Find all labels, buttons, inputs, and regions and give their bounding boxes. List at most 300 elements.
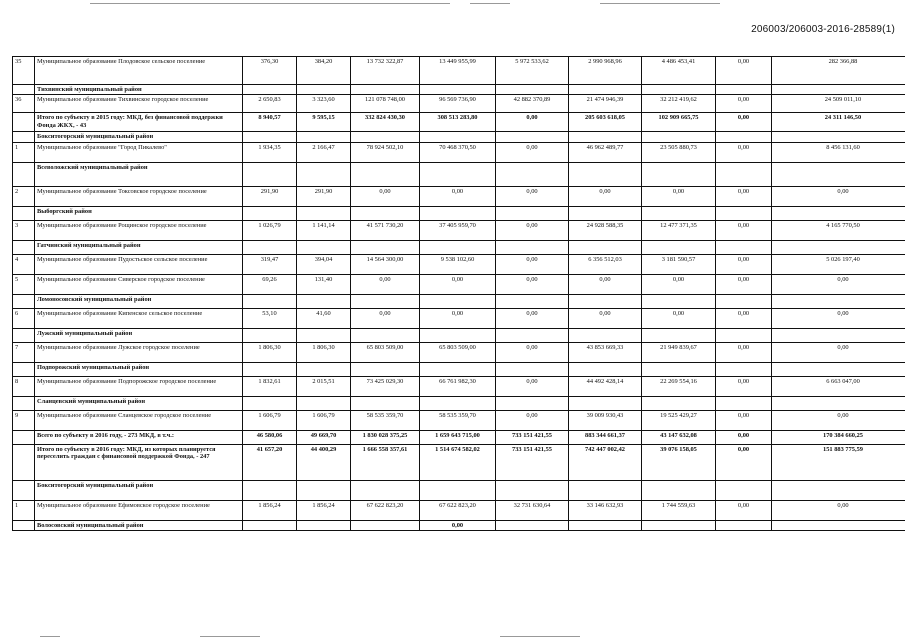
- value-cell: 66 761 982,30: [420, 376, 496, 396]
- value-cell: [569, 162, 642, 186]
- table-row: [13, 220, 905, 240]
- value-cell: [772, 396, 905, 410]
- district-name-cell: Сланцевский муниципальный район: [35, 396, 243, 410]
- value-cell: [496, 362, 569, 376]
- value-cell: [569, 480, 642, 500]
- value-cell: 1 666 558 357,61: [351, 444, 420, 480]
- value-cell: 6 663 047,00: [772, 376, 905, 396]
- municipality-name-cell: Муниципальное образование Подпорожское городское поселение: [35, 376, 243, 396]
- row-number-cell: [13, 240, 35, 254]
- total-row: [13, 113, 905, 132]
- municipality-name-cell: Муниципальное образование Кипенское сельское поселение: [35, 308, 243, 328]
- scan-edge-bottom-1: [40, 636, 60, 637]
- value-cell: 1 806,30: [297, 342, 351, 362]
- municipality-name-cell: Муниципальное образование Рощинское городское поселение: [35, 220, 243, 240]
- district-header-row: [13, 480, 905, 500]
- table-row: [13, 142, 905, 162]
- value-cell: 0,00: [496, 142, 569, 162]
- value-cell: 9 538 102,60: [420, 254, 496, 274]
- district-name-cell: Гатчинский муниципальный район: [35, 240, 243, 254]
- value-cell: 5 972 533,62: [496, 57, 569, 85]
- value-cell: [351, 328, 420, 342]
- value-cell: 33 146 632,93: [569, 500, 642, 520]
- row-number-cell: [13, 162, 35, 186]
- value-cell: [642, 362, 716, 376]
- row-number-cell: 1: [13, 500, 35, 520]
- value-cell: 70 468 370,50: [420, 142, 496, 162]
- value-cell: 49 669,70: [297, 430, 351, 444]
- value-cell: 0,00: [716, 220, 772, 240]
- value-cell: 39 076 158,05: [642, 444, 716, 480]
- value-cell: 308 513 283,80: [420, 113, 496, 132]
- value-cell: 0,00: [642, 274, 716, 294]
- value-cell: [297, 362, 351, 376]
- value-cell: [420, 162, 496, 186]
- value-cell: 0,00: [351, 186, 420, 206]
- value-cell: 8 456 131,60: [772, 142, 905, 162]
- value-cell: 170 384 660,25: [772, 430, 905, 444]
- municipality-name-cell: Муниципальное образование Пудостьское сельское поселение: [35, 254, 243, 274]
- row-number-cell: 7: [13, 342, 35, 362]
- value-cell: [420, 294, 496, 308]
- value-cell: 742 447 002,42: [569, 444, 642, 480]
- value-cell: 44 400,29: [297, 444, 351, 480]
- value-cell: 78 924 502,10: [351, 142, 420, 162]
- value-cell: [243, 240, 297, 254]
- scan-edge-top-3: [600, 3, 720, 4]
- municipality-name-cell: Итого по субъекту в 2015 году: МКД, без финансовой поддержки Фонда ЖКХ, - 43: [35, 113, 243, 132]
- value-cell: 733 151 421,55: [496, 444, 569, 480]
- value-cell: 1 744 559,63: [642, 500, 716, 520]
- row-number-cell: [13, 328, 35, 342]
- value-cell: 8 940,57: [243, 113, 297, 132]
- value-cell: [297, 328, 351, 342]
- value-cell: [569, 396, 642, 410]
- value-cell: [642, 520, 716, 530]
- row-number-cell: [13, 206, 35, 220]
- value-cell: 121 078 748,00: [351, 95, 420, 113]
- municipality-name-cell: Муниципальное образование Токсовское городское поселение: [35, 186, 243, 206]
- row-number-cell: 9: [13, 410, 35, 430]
- total-row: [13, 444, 905, 480]
- district-header-row: [13, 396, 905, 410]
- municipality-name-cell: Муниципальное образование "Город Пикалево": [35, 142, 243, 162]
- value-cell: [772, 132, 905, 142]
- value-cell: 32 212 419,62: [642, 95, 716, 113]
- value-cell: [716, 520, 772, 530]
- value-cell: [642, 162, 716, 186]
- value-cell: 73 425 029,30: [351, 376, 420, 396]
- value-cell: [243, 206, 297, 220]
- value-cell: [642, 480, 716, 500]
- value-cell: 0,00: [642, 186, 716, 206]
- value-cell: 0,00: [496, 410, 569, 430]
- value-cell: [420, 132, 496, 142]
- value-cell: [420, 396, 496, 410]
- value-cell: 0,00: [772, 410, 905, 430]
- value-cell: 319,47: [243, 254, 297, 274]
- district-header-row: [13, 132, 905, 142]
- value-cell: 0,00: [716, 444, 772, 480]
- table-row: [13, 342, 905, 362]
- district-name-cell: Тихвинский муниципальный район: [35, 85, 243, 95]
- value-cell: [297, 396, 351, 410]
- value-cell: 65 803 509,00: [351, 342, 420, 362]
- value-cell: 12 477 371,35: [642, 220, 716, 240]
- value-cell: 22 269 554,16: [642, 376, 716, 396]
- municipality-name-cell: Муниципальное образование Тихвинское городское поселение: [35, 95, 243, 113]
- value-cell: [716, 328, 772, 342]
- municipality-name-cell: Муниципальное образование Сланцевское городское поселение: [35, 410, 243, 430]
- municipality-name-cell: Муниципальное образование Лужское городское поселение: [35, 342, 243, 362]
- value-cell: 0,00: [716, 430, 772, 444]
- value-cell: 69,26: [243, 274, 297, 294]
- row-number-cell: 1: [13, 142, 35, 162]
- value-cell: 376,30: [243, 57, 297, 85]
- value-cell: 0,00: [716, 410, 772, 430]
- value-cell: 0,00: [496, 254, 569, 274]
- row-number-cell: [13, 85, 35, 95]
- value-cell: [569, 206, 642, 220]
- value-cell: [297, 520, 351, 530]
- value-cell: 0,00: [716, 95, 772, 113]
- value-cell: [496, 240, 569, 254]
- value-cell: [351, 85, 420, 95]
- value-cell: 131,40: [297, 274, 351, 294]
- value-cell: [772, 85, 905, 95]
- value-cell: 3 323,60: [297, 95, 351, 113]
- value-cell: [716, 362, 772, 376]
- value-cell: [642, 240, 716, 254]
- value-cell: 1 026,79: [243, 220, 297, 240]
- value-cell: [496, 396, 569, 410]
- value-cell: [243, 162, 297, 186]
- value-cell: 0,00: [420, 520, 496, 530]
- value-cell: [496, 85, 569, 95]
- value-cell: 41 571 730,20: [351, 220, 420, 240]
- value-cell: 0,00: [569, 186, 642, 206]
- value-cell: 13 449 955,99: [420, 57, 496, 85]
- value-cell: 1 806,30: [243, 342, 297, 362]
- value-cell: 282 366,88: [772, 57, 905, 85]
- district-header-row: [13, 206, 905, 220]
- value-cell: 0,00: [716, 142, 772, 162]
- housing-program-table: [12, 56, 905, 531]
- municipality-name-cell: Муниципальное образование Ефимовское городское поселение: [35, 500, 243, 520]
- value-cell: 1 514 674 582,02: [420, 444, 496, 480]
- row-number-cell: [13, 396, 35, 410]
- value-cell: [297, 162, 351, 186]
- value-cell: 42 882 370,89: [496, 95, 569, 113]
- value-cell: 0,00: [496, 113, 569, 132]
- row-number-cell: 8: [13, 376, 35, 396]
- value-cell: 733 151 421,55: [496, 430, 569, 444]
- value-cell: 9 595,15: [297, 113, 351, 132]
- value-cell: 1 856,24: [243, 500, 297, 520]
- value-cell: 1 659 643 715,00: [420, 430, 496, 444]
- value-cell: 0,00: [496, 220, 569, 240]
- value-cell: 44 492 428,14: [569, 376, 642, 396]
- table-row: [13, 274, 905, 294]
- row-number-cell: [13, 362, 35, 376]
- value-cell: 0,00: [496, 274, 569, 294]
- value-cell: 32 731 630,64: [496, 500, 569, 520]
- value-cell: 2 166,47: [297, 142, 351, 162]
- value-cell: [297, 206, 351, 220]
- scan-edge-bottom-2: [200, 636, 260, 637]
- value-cell: [297, 480, 351, 500]
- value-cell: [496, 162, 569, 186]
- value-cell: 1 606,79: [243, 410, 297, 430]
- value-cell: 14 564 300,00: [351, 254, 420, 274]
- value-cell: 0,00: [496, 342, 569, 362]
- value-cell: 67 622 823,20: [351, 500, 420, 520]
- district-name-cell: Бокситогорский муниципальный район: [35, 132, 243, 142]
- value-cell: [716, 480, 772, 500]
- value-cell: [243, 520, 297, 530]
- municipality-name-cell: Всего по субъекту в 2016 году, - 273 МКД, в т.ч.:: [35, 430, 243, 444]
- district-header-row: [13, 240, 905, 254]
- table-row: [13, 95, 905, 113]
- value-cell: 1 141,14: [297, 220, 351, 240]
- row-number-cell: [13, 520, 35, 530]
- district-header-row: [13, 162, 905, 186]
- value-cell: 65 803 509,00: [420, 342, 496, 362]
- value-cell: [569, 362, 642, 376]
- value-cell: [420, 480, 496, 500]
- value-cell: 0,00: [716, 274, 772, 294]
- scan-edge-top-2: [470, 3, 510, 4]
- value-cell: 0,00: [569, 274, 642, 294]
- row-number-cell: 2: [13, 186, 35, 206]
- row-number-cell: [13, 480, 35, 500]
- row-number-cell: [13, 444, 35, 480]
- value-cell: [243, 396, 297, 410]
- value-cell: [420, 85, 496, 95]
- district-header-row: [13, 328, 905, 342]
- value-cell: 384,20: [297, 57, 351, 85]
- table-row: [13, 410, 905, 430]
- value-cell: 2 015,51: [297, 376, 351, 396]
- value-cell: 13 732 322,87: [351, 57, 420, 85]
- value-cell: 0,00: [351, 274, 420, 294]
- value-cell: [772, 520, 905, 530]
- total-row: [13, 430, 905, 444]
- value-cell: [351, 294, 420, 308]
- value-cell: 4 486 453,41: [642, 57, 716, 85]
- value-cell: [297, 294, 351, 308]
- value-cell: 0,00: [716, 254, 772, 274]
- value-cell: 332 824 430,30: [351, 113, 420, 132]
- row-number-cell: [13, 113, 35, 132]
- value-cell: 46 962 489,77: [569, 142, 642, 162]
- value-cell: [642, 206, 716, 220]
- district-name-cell: Подпорожский муниципальный район: [35, 362, 243, 376]
- value-cell: [243, 328, 297, 342]
- value-cell: [496, 132, 569, 142]
- value-cell: [496, 328, 569, 342]
- value-cell: 0,00: [496, 308, 569, 328]
- value-cell: 1 934,35: [243, 142, 297, 162]
- value-cell: 0,00: [496, 186, 569, 206]
- value-cell: 67 622 823,20: [420, 500, 496, 520]
- table-row: [13, 57, 905, 85]
- district-name-cell: Волосовский муниципальный район: [35, 520, 243, 530]
- value-cell: [569, 328, 642, 342]
- value-cell: [716, 85, 772, 95]
- value-cell: [243, 132, 297, 142]
- value-cell: [642, 328, 716, 342]
- value-cell: [716, 396, 772, 410]
- value-cell: [772, 294, 905, 308]
- value-cell: 1 832,61: [243, 376, 297, 396]
- municipality-name-cell: Итого по субъекту в 2016 году: МКД, из которых планируется переселить граждан с финансовой поддержкой Фонда, - 247: [35, 444, 243, 480]
- value-cell: 0,00: [716, 308, 772, 328]
- value-cell: [772, 162, 905, 186]
- value-cell: 0,00: [716, 113, 772, 132]
- table-row: [13, 376, 905, 396]
- value-cell: 1 606,79: [297, 410, 351, 430]
- value-cell: [243, 480, 297, 500]
- scan-edge-bottom-3: [500, 636, 580, 637]
- value-cell: [716, 294, 772, 308]
- value-cell: [496, 206, 569, 220]
- value-cell: 41,60: [297, 308, 351, 328]
- value-cell: 151 883 775,59: [772, 444, 905, 480]
- value-cell: 24 928 588,35: [569, 220, 642, 240]
- table-row: [13, 500, 905, 520]
- value-cell: 205 603 618,05: [569, 113, 642, 132]
- value-cell: 43 853 669,33: [569, 342, 642, 362]
- district-header-row: [13, 520, 905, 530]
- value-cell: 19 525 429,27: [642, 410, 716, 430]
- row-number-cell: 4: [13, 254, 35, 274]
- value-cell: 2 650,83: [243, 95, 297, 113]
- value-cell: 0,00: [716, 57, 772, 85]
- value-cell: 291,90: [243, 186, 297, 206]
- value-cell: 5 026 197,40: [772, 254, 905, 274]
- value-cell: [297, 85, 351, 95]
- value-cell: 0,00: [420, 186, 496, 206]
- value-cell: 3 181 590,57: [642, 254, 716, 274]
- value-cell: 291,90: [297, 186, 351, 206]
- district-header-row: [13, 85, 905, 95]
- value-cell: [772, 480, 905, 500]
- value-cell: 21 949 839,67: [642, 342, 716, 362]
- value-cell: [569, 240, 642, 254]
- value-cell: 41 657,20: [243, 444, 297, 480]
- value-cell: 0,00: [772, 342, 905, 362]
- municipality-name-cell: Муниципальное образование Сиверское городское поселение: [35, 274, 243, 294]
- value-cell: [420, 240, 496, 254]
- value-cell: 0,00: [716, 376, 772, 396]
- value-cell: 1 856,24: [297, 500, 351, 520]
- district-name-cell: Выборгский район: [35, 206, 243, 220]
- value-cell: 1 830 028 375,25: [351, 430, 420, 444]
- document-id: 206003/206003-2016-28589(1): [751, 24, 895, 35]
- table-row: [13, 308, 905, 328]
- value-cell: 0,00: [420, 274, 496, 294]
- value-cell: 0,00: [351, 308, 420, 328]
- value-cell: [716, 162, 772, 186]
- table-row: [13, 254, 905, 274]
- value-cell: [569, 520, 642, 530]
- value-cell: 58 535 359,70: [351, 410, 420, 430]
- value-cell: [772, 362, 905, 376]
- district-header-row: [13, 294, 905, 308]
- value-cell: [243, 294, 297, 308]
- value-cell: [772, 240, 905, 254]
- value-cell: 39 009 930,43: [569, 410, 642, 430]
- value-cell: 0,00: [420, 308, 496, 328]
- row-number-cell: 6: [13, 308, 35, 328]
- value-cell: 58 535 359,70: [420, 410, 496, 430]
- row-number-cell: [13, 294, 35, 308]
- value-cell: 0,00: [569, 308, 642, 328]
- value-cell: [716, 132, 772, 142]
- row-number-cell: 35: [13, 57, 35, 85]
- value-cell: [243, 362, 297, 376]
- value-cell: [351, 480, 420, 500]
- value-cell: [351, 132, 420, 142]
- value-cell: 102 909 665,75: [642, 113, 716, 132]
- value-cell: 0,00: [772, 308, 905, 328]
- value-cell: [716, 240, 772, 254]
- value-cell: 0,00: [716, 500, 772, 520]
- district-name-cell: Всеволожский муниципальный район: [35, 162, 243, 186]
- value-cell: [420, 328, 496, 342]
- table-row: [13, 186, 905, 206]
- value-cell: 37 405 959,70: [420, 220, 496, 240]
- value-cell: [420, 206, 496, 220]
- municipality-name-cell: Муниципальное образование Плодовское сельское поселение: [35, 57, 243, 85]
- value-cell: [351, 240, 420, 254]
- value-cell: [243, 85, 297, 95]
- value-cell: [297, 240, 351, 254]
- row-number-cell: 36: [13, 95, 35, 113]
- value-cell: 2 990 968,96: [569, 57, 642, 85]
- value-cell: 46 580,06: [243, 430, 297, 444]
- value-cell: [642, 132, 716, 142]
- value-cell: [351, 162, 420, 186]
- value-cell: [496, 294, 569, 308]
- district-name-cell: Ломоносовский муниципальный район: [35, 294, 243, 308]
- row-number-cell: 5: [13, 274, 35, 294]
- row-number-cell: [13, 430, 35, 444]
- value-cell: 0,00: [716, 342, 772, 362]
- value-cell: [642, 396, 716, 410]
- value-cell: [496, 480, 569, 500]
- value-cell: 394,04: [297, 254, 351, 274]
- value-cell: [642, 85, 716, 95]
- value-cell: 883 344 661,37: [569, 430, 642, 444]
- value-cell: [716, 206, 772, 220]
- value-cell: [496, 520, 569, 530]
- value-cell: [420, 362, 496, 376]
- value-cell: 0,00: [772, 186, 905, 206]
- row-number-cell: [13, 132, 35, 142]
- value-cell: [569, 85, 642, 95]
- value-cell: 0,00: [716, 186, 772, 206]
- district-name-cell: Бокситогорский муниципальный район: [35, 480, 243, 500]
- value-cell: [297, 132, 351, 142]
- value-cell: [351, 520, 420, 530]
- district-name-cell: Лужский муниципальный район: [35, 328, 243, 342]
- district-header-row: [13, 362, 905, 376]
- value-cell: 23 505 880,73: [642, 142, 716, 162]
- value-cell: 4 165 770,50: [772, 220, 905, 240]
- value-cell: 6 356 512,03: [569, 254, 642, 274]
